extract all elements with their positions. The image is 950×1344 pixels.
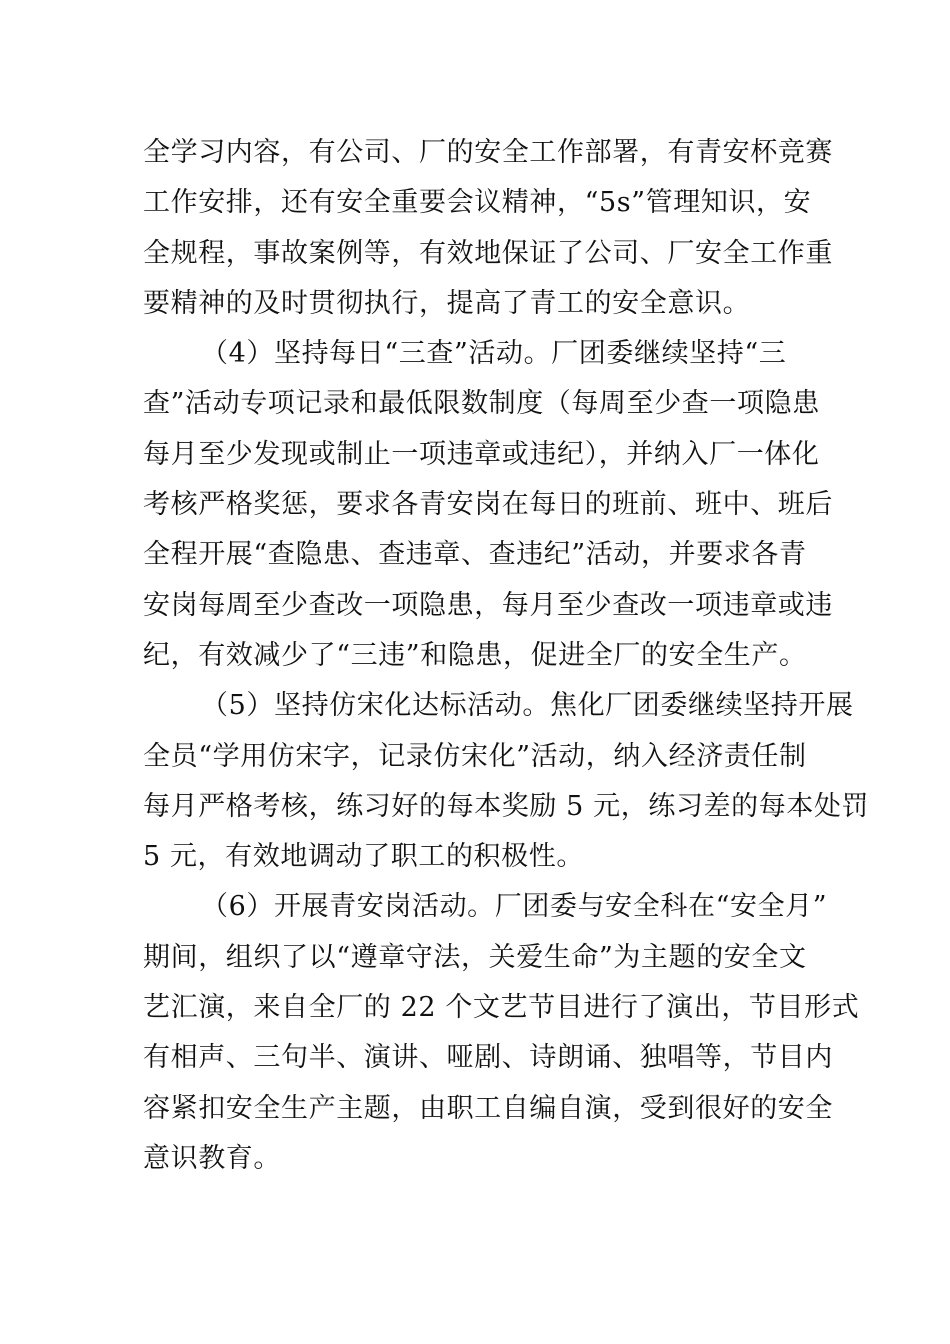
text-line: （5）坚持仿宋化达标活动。焦化厂团委继续坚持开展 xyxy=(201,690,854,722)
text-line: 每月严格考核，练习好的每本奖励 5 元，练习差的每本处罚 xyxy=(143,790,870,822)
paragraph-continuation xyxy=(143,128,833,329)
text-line: 安岗每周至少查改一项隐患，每月至少查改一项违章或违 xyxy=(143,589,833,621)
text-line: （6）开展青安岗活动。厂团委与安全科在“安全月” xyxy=(201,891,828,923)
text-line: 每月至少发现或制止一项违章或违纪），并纳入厂一体化 xyxy=(143,438,820,470)
text-line: 查”活动专项记录和最低限数制度（每周至少查一项隐患 xyxy=(143,388,820,420)
text-line: 全规程，事故案例等，有效地保证了公司、厂安全工作重 xyxy=(143,237,833,269)
text-line: 要精神的及时贯彻执行，提高了青工的安全意识。 xyxy=(143,287,751,319)
text-line: 艺汇演，来自全厂的 22 个文艺节目进行了演出，节目形式 xyxy=(143,992,860,1024)
text-line: （4）坚持每日“三查”活动。厂团委继续坚持“三 xyxy=(201,338,787,370)
text-line: 5 元，有效地调动了职工的积极性。 xyxy=(143,841,584,873)
text-line: 有相声、三句半、演讲、哑剧、诗朗诵、独唱等，节目内 xyxy=(143,1042,833,1074)
text-line: 全学习内容，有公司、厂的安全工作部署，有青安杯竞赛 xyxy=(143,137,833,168)
text-line: 工作安排，还有安全重要会议精神，“5s”管理知识，安 xyxy=(143,187,812,219)
text-line: 期间，组织了以“遵章守法，关爱生命”为主题的安全文 xyxy=(143,941,807,973)
paragraph-5 xyxy=(143,681,870,882)
text-line: 考核严格奖惩，要求各青安岗在每日的班前、班中、班后 xyxy=(143,489,833,521)
paragraph-4 xyxy=(143,329,833,681)
text-line: 意识教育。 xyxy=(143,1142,281,1174)
text-line: 纪，有效减少了“三违”和隐患，促进全厂的安全生产。 xyxy=(143,639,807,671)
text-line: 全员“学用仿宋字，记录仿宋化”活动，纳入经济责任制 xyxy=(143,740,807,772)
text-line: 全程开展“查隐患、查违章、查违纪”活动，并要求各青 xyxy=(143,539,807,571)
text-line: 容紧扣安全生产主题，由职工自编自演，受到很好的安全 xyxy=(143,1092,833,1124)
paragraph-6 xyxy=(143,882,860,1184)
body-text xyxy=(143,128,870,1184)
